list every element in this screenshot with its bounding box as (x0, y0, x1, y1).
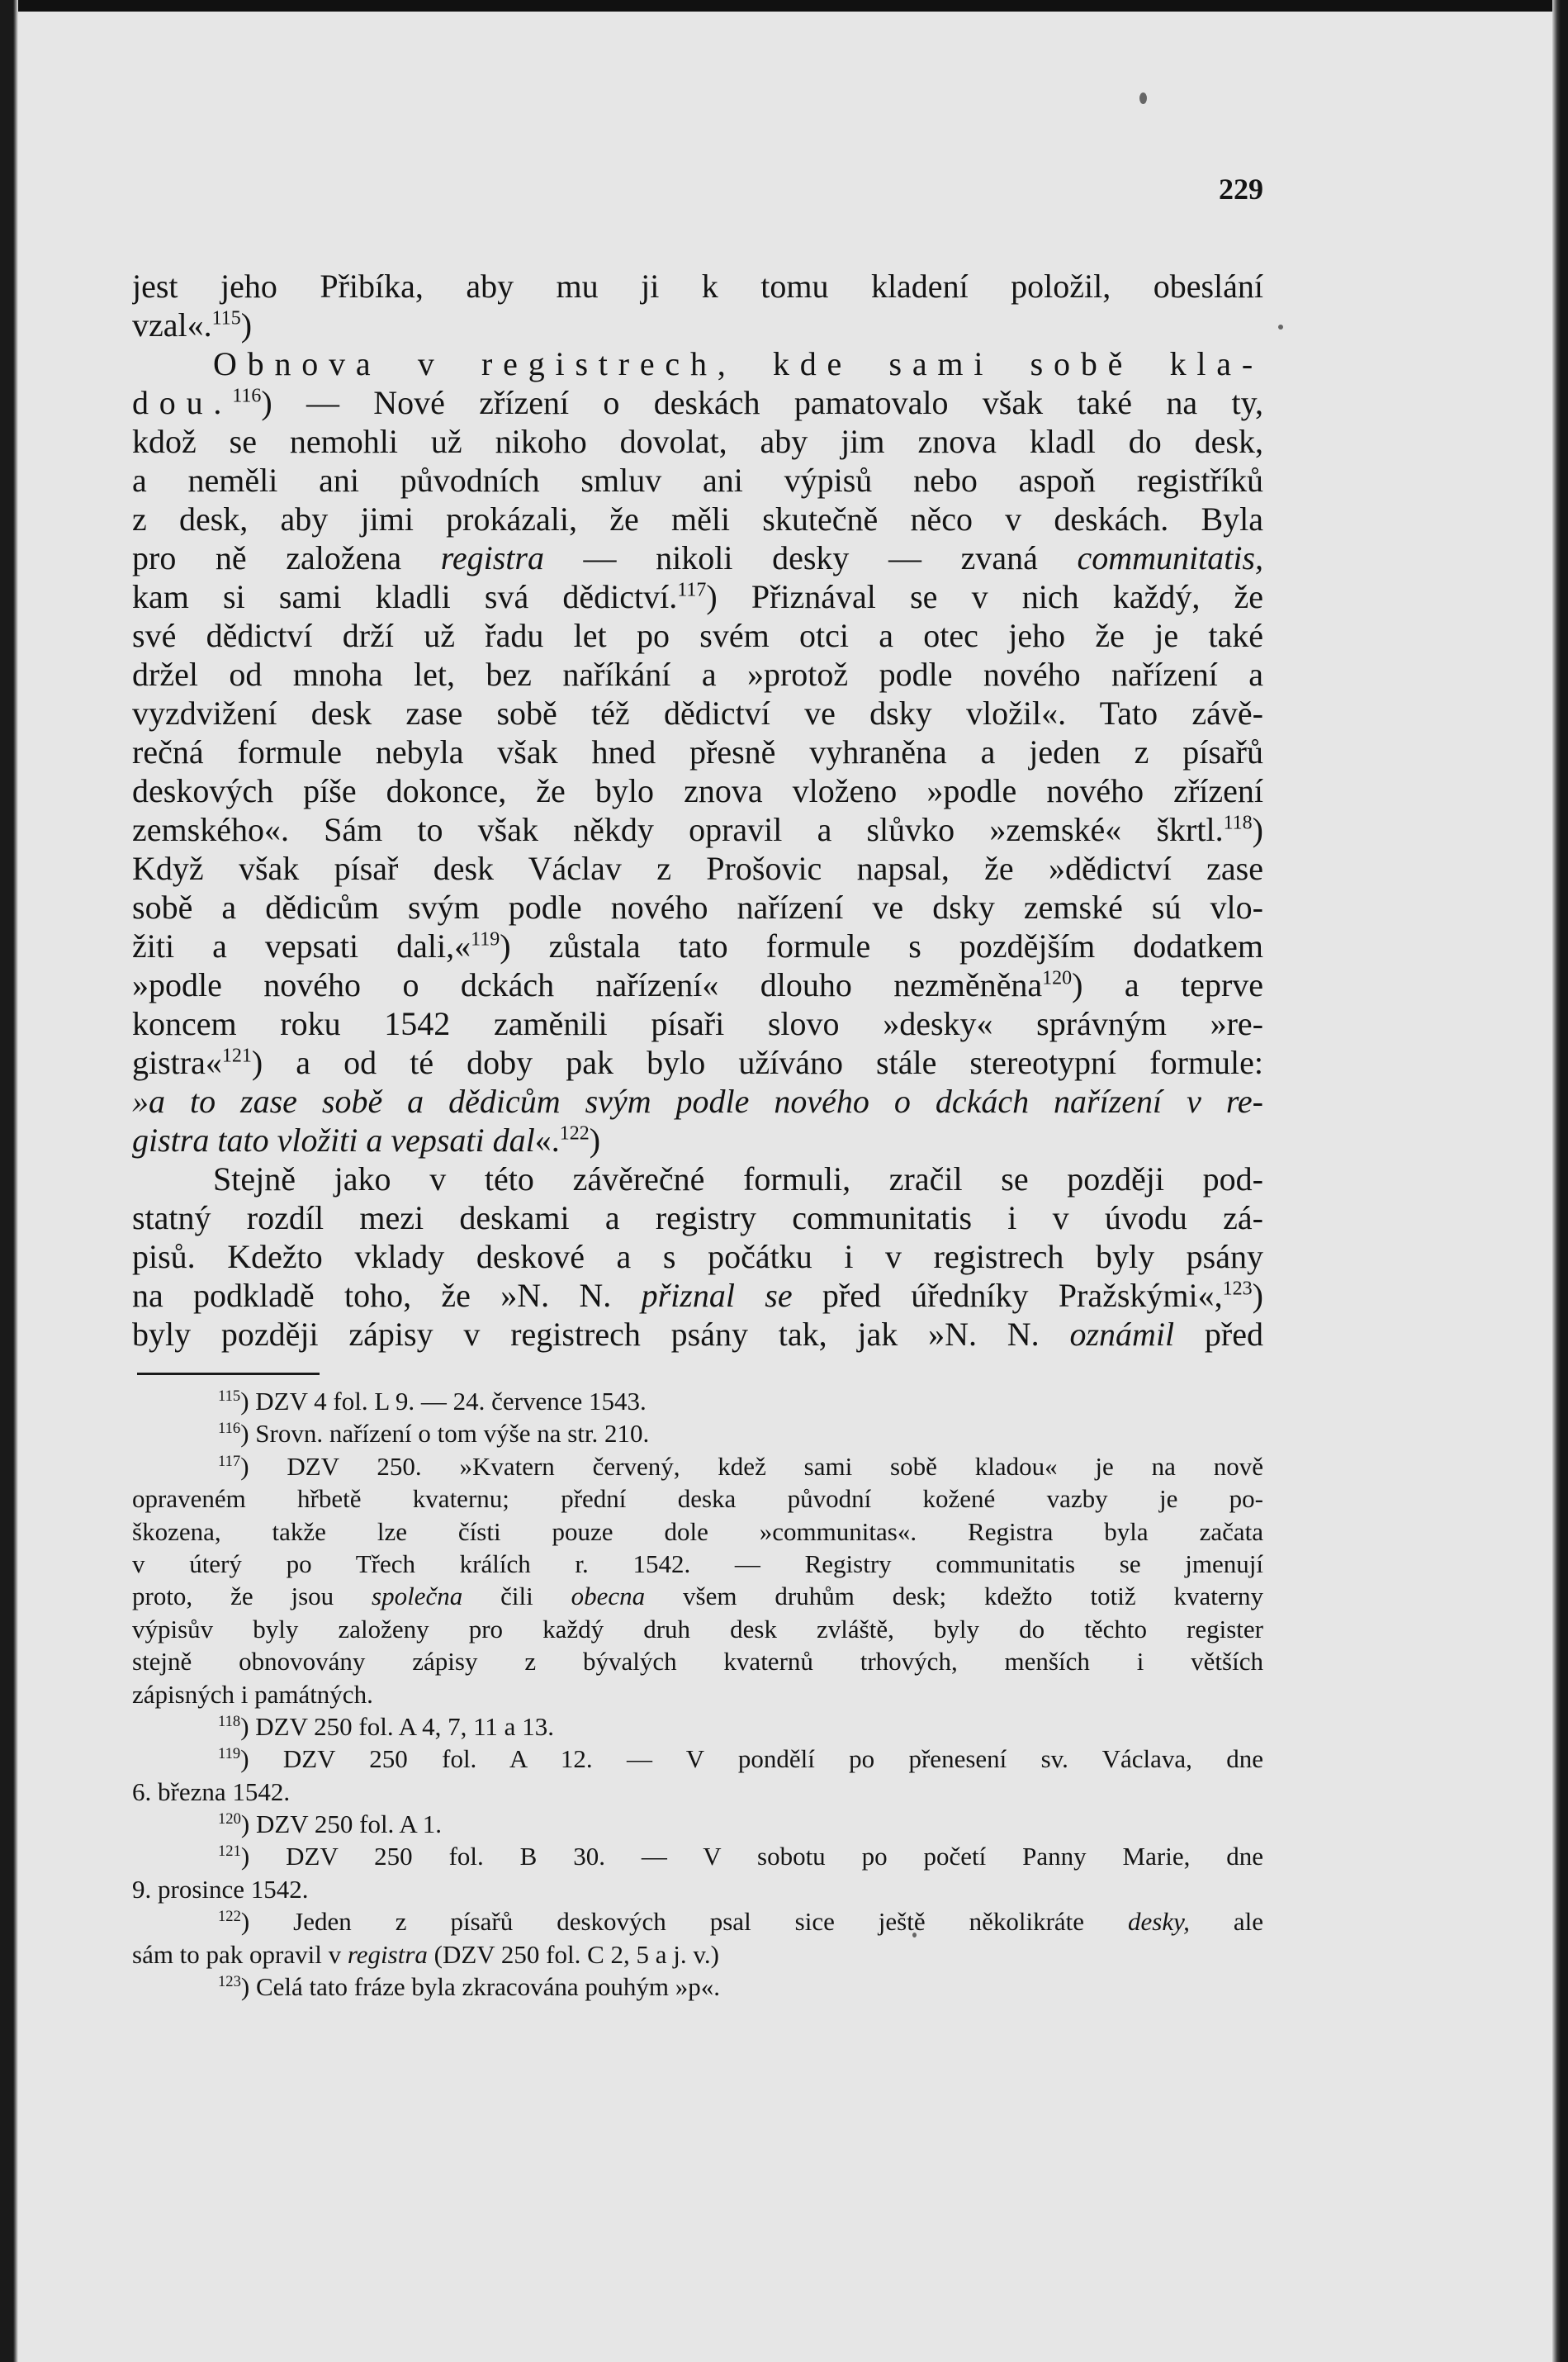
text-run: opraveném hřbetě kvaternu; přední deska původní kožené vazby je po- (132, 1484, 1263, 1514)
text-run: ) — Nové zřízení o deskách pamatovalo však také na ty, (261, 384, 1263, 421)
footnote-reference: 116 (232, 385, 262, 407)
text-run: rečná formule nebyla však hned přesně vyhraněna a jeden z písařů (132, 733, 1263, 771)
text-run: byly později zápisy v registrech psány tak, jak »N. N. (132, 1316, 1070, 1353)
text-run: ) DZV 250 fol. A 4, 7, 11 a 13. (240, 1711, 554, 1741)
italic-text: oznámil (1069, 1316, 1175, 1353)
footnote-reference: 118 (1223, 812, 1253, 834)
text-line (132, 1276, 1263, 1315)
footnote-reference: 117 (677, 579, 707, 601)
footnote-reference: 115 (211, 307, 241, 330)
footnote-reference: 119 (471, 928, 500, 951)
text-run: ) Jeden z písařů deskových psal sice ještě několikráte (240, 1907, 1128, 1937)
text-run: na podkladě toho, že »N. N. (132, 1277, 642, 1314)
footnote-line (132, 1840, 1263, 1872)
footnote-line (132, 1580, 1263, 1612)
text-run: ) (589, 1122, 601, 1159)
text-line (132, 1043, 1263, 1082)
text-run: ) Přiznával se v nich každý, že (706, 578, 1263, 615)
text-run: ) (1252, 811, 1263, 848)
footnote-line (132, 1743, 1263, 1775)
text-line (132, 1198, 1263, 1237)
footnotes (132, 1385, 1263, 2003)
text-line (132, 888, 1263, 927)
text-run: čili (462, 1582, 571, 1611)
text-run: ale (1189, 1907, 1263, 1937)
text-run: žiti a vepsati dali,« (132, 927, 471, 965)
footnote-rule (137, 1373, 320, 1375)
text-run: vzal«. (132, 306, 212, 344)
text-run: před (1174, 1316, 1263, 1353)
text-run: Když však písař desk Václav z Prošovic napsal, že »dědictví zase (132, 850, 1263, 887)
text-run: ) Celá tato fráze byla zkracována pouhým »p«. (240, 1972, 721, 2002)
footnote-line (132, 1808, 1263, 1840)
scan-border-top (0, 0, 1568, 12)
text-run: ) DZV 250 fol. A 1. (240, 1809, 443, 1839)
text-run: škozena, takže lze čísti pouze dole »communitas«. Registra byla začata (132, 1516, 1263, 1546)
text-line (132, 655, 1263, 694)
text-line (132, 1315, 1263, 1354)
text-run: ) (240, 306, 253, 344)
footnote-line (132, 1873, 1263, 1905)
footnote-line (132, 1776, 1263, 1808)
text-run: své dědictví drží už řadu let po svém otci a otec jeho že je také (132, 617, 1263, 654)
italic-text: obecna (571, 1582, 646, 1611)
footnote-line (132, 1938, 1263, 1971)
footnote-reference: 122 (218, 1908, 241, 1926)
main-text (132, 267, 1263, 1354)
text-line (132, 1004, 1263, 1043)
text-line (132, 694, 1263, 733)
text-run: zápisných i památných. (132, 1679, 373, 1709)
text-line (132, 927, 1263, 965)
text-line (132, 422, 1263, 461)
footnote-line (132, 1905, 1263, 1938)
footnote-reference: 123 (1222, 1278, 1253, 1300)
text-run: držel od mnoha let, bez naříkání a »protož podle nového nařízení a (132, 656, 1263, 693)
text-run: ) (1252, 1277, 1263, 1314)
text-line (132, 344, 1263, 383)
text-run: 9. prosince 1542. (132, 1874, 309, 1904)
italic-text: desky, (1128, 1907, 1190, 1937)
text-run: ) DZV 250 fol. A 12. — V pondělí po přenesení sv. Václava, dne (240, 1744, 1263, 1774)
text-run: kdož se nemohli už nikoho dovolat, aby jim znova kladl do desk, (132, 423, 1263, 460)
text-line (132, 810, 1263, 849)
text-line (132, 1160, 1263, 1198)
footnote-reference: 119 (218, 1745, 241, 1763)
text-run: ) DZV 250 fol. B 30. — V sobotu po početí Panny Marie, dne (240, 1842, 1263, 1871)
text-run: ) a od té doby pak bylo užíváno stále stereotypní formule: (251, 1044, 1263, 1081)
footnote-line (132, 1548, 1263, 1580)
text-run: ) zůstala tato formule s pozdějším dodatkem (500, 927, 1263, 965)
text-line (132, 733, 1263, 771)
footnote-line (132, 1450, 1263, 1482)
text-run: zemského«. Sám to však někdy opravil a slůvko »zemské« škrtl. (132, 811, 1224, 848)
text-run: sám to pak opravil v (132, 1939, 348, 1969)
italic-text: communitatis, (1077, 539, 1263, 576)
text-line (132, 577, 1263, 616)
footnote-line (132, 1515, 1263, 1548)
text-run: Obnova v registrech, kde sami sobě kla- (213, 345, 1263, 382)
text-run: — nikoli desky — zvaná (543, 539, 1078, 576)
text-line (132, 306, 1263, 344)
text-run: ) Srovn. nařízení o tom výše na str. 210. (240, 1419, 650, 1449)
text-run: »podle nového o dckách nařízení« dlouho nezměněna (132, 966, 1043, 1003)
text-run: deskových píše dokonce, že bylo znova vloženo »podle nového zřízení (132, 772, 1263, 809)
text-line (132, 383, 1263, 422)
footnote-reference: 120 (218, 1809, 241, 1828)
text-line (132, 1237, 1263, 1276)
text-line (132, 461, 1263, 500)
text-run: ) DZV 250. »Kvatern červený, kdež sami sobě kladou« je na nově (240, 1451, 1263, 1481)
text-run: statný rozdíl mezi deskami a registry communitatis i v úvodu zá- (132, 1199, 1263, 1236)
scan-speck (1278, 325, 1283, 330)
text-line (132, 538, 1263, 577)
scan-border-right (1552, 0, 1568, 2362)
text-run: ) a teprve (1072, 966, 1263, 1003)
scan-border-left (0, 0, 18, 2362)
footnote-reference: 117 (218, 1452, 241, 1470)
text-run: před úředníky Pražskými«, (792, 1277, 1223, 1314)
italic-text: gistra tato vložiti a vepsati dal (132, 1122, 535, 1159)
italic-text: registra (347, 1939, 428, 1969)
footnote-reference: 115 (218, 1387, 241, 1405)
text-line (132, 267, 1263, 306)
page-number: 229 (1219, 173, 1263, 206)
text-run: sobě a dědicům svým podle nového nařízení ve dsky zemské sú vlo- (132, 889, 1263, 926)
text-run: pro ně založena (132, 539, 441, 576)
footnote-line (132, 1971, 1263, 2003)
text-line (132, 1082, 1263, 1121)
footnote-line (132, 1385, 1263, 1417)
text-run: «. (534, 1122, 560, 1159)
text-run: koncem roku 1542 zaměnili písaři slovo »desky« správným »re- (132, 1005, 1263, 1042)
text-line (132, 771, 1263, 810)
scan-speck (1139, 92, 1147, 104)
text-run: gistra« (132, 1044, 222, 1081)
footnote-reference: 118 (218, 1712, 241, 1730)
italic-text: společna (372, 1582, 463, 1611)
text-run: Stejně jako v této závěrečné formuli, zračil se později pod- (213, 1160, 1263, 1198)
italic-text: »a to zase sobě a dědicům svým podle nového o dckách nařízení v re- (132, 1083, 1263, 1120)
text-run: v úterý po Třech králích r. 1542. — Registry communitatis se jmenují (132, 1549, 1263, 1578)
footnote-reference: 120 (1042, 967, 1073, 989)
footnote-reference: 121 (218, 1843, 241, 1861)
footnote-reference: 121 (221, 1045, 252, 1067)
text-run: proto, že jsou (132, 1582, 372, 1611)
text-run: jest jeho Přibíka, aby mu ji k tomu kladení položil, obeslání (132, 268, 1263, 305)
footnote-line (132, 1417, 1263, 1449)
footnote-reference: 122 (559, 1122, 590, 1145)
footnote-line (132, 1710, 1263, 1743)
footnote-line (132, 1482, 1263, 1515)
italic-text: přiznal se (641, 1277, 793, 1314)
text-run: pisů. Kdežto vklady deskové a s počátku i v registrech byly psány (132, 1238, 1263, 1275)
text-run: stejně obnovovány zápisy z bývalých kvaternů trhových, menších i větších (132, 1647, 1263, 1677)
text-run: výpisův byly založeny pro každý druh desk zvláště, byly do těchto register (132, 1614, 1263, 1643)
footnote-reference: 123 (218, 1972, 241, 1990)
text-line (132, 849, 1263, 888)
text-line (132, 965, 1263, 1004)
text-run: dou. (132, 384, 233, 421)
text-line (132, 616, 1263, 655)
footnote-line (132, 1613, 1263, 1645)
text-run: a neměli ani původních smluv ani výpisů nebo aspoň registříků (132, 462, 1263, 499)
text-line (132, 1121, 1263, 1160)
text-run: všem druhům desk; kdežto totiž kvaterny (645, 1582, 1263, 1611)
text-run: z desk, aby jimi prokázali, že měli skutečně něco v deskách. Byla (132, 500, 1263, 538)
text-run: kam si sami kladli svá dědictví. (132, 578, 678, 615)
text-run: vyzdvižení desk zase sobě též dědictví ve dsky vložil«. Tato závě- (132, 695, 1263, 732)
footnote-line (132, 1678, 1263, 1710)
text-run: 6. března 1542. (132, 1776, 291, 1806)
footnote-line (132, 1645, 1263, 1677)
text-line (132, 500, 1263, 538)
italic-text: registra (440, 539, 544, 576)
footnote-reference: 116 (218, 1420, 241, 1438)
text-run: (DZV 250 fol. C 2, 5 a j. v.) (427, 1939, 719, 1969)
text-run: ) DZV 4 fol. L 9. — 24. července 1543. (240, 1387, 647, 1416)
